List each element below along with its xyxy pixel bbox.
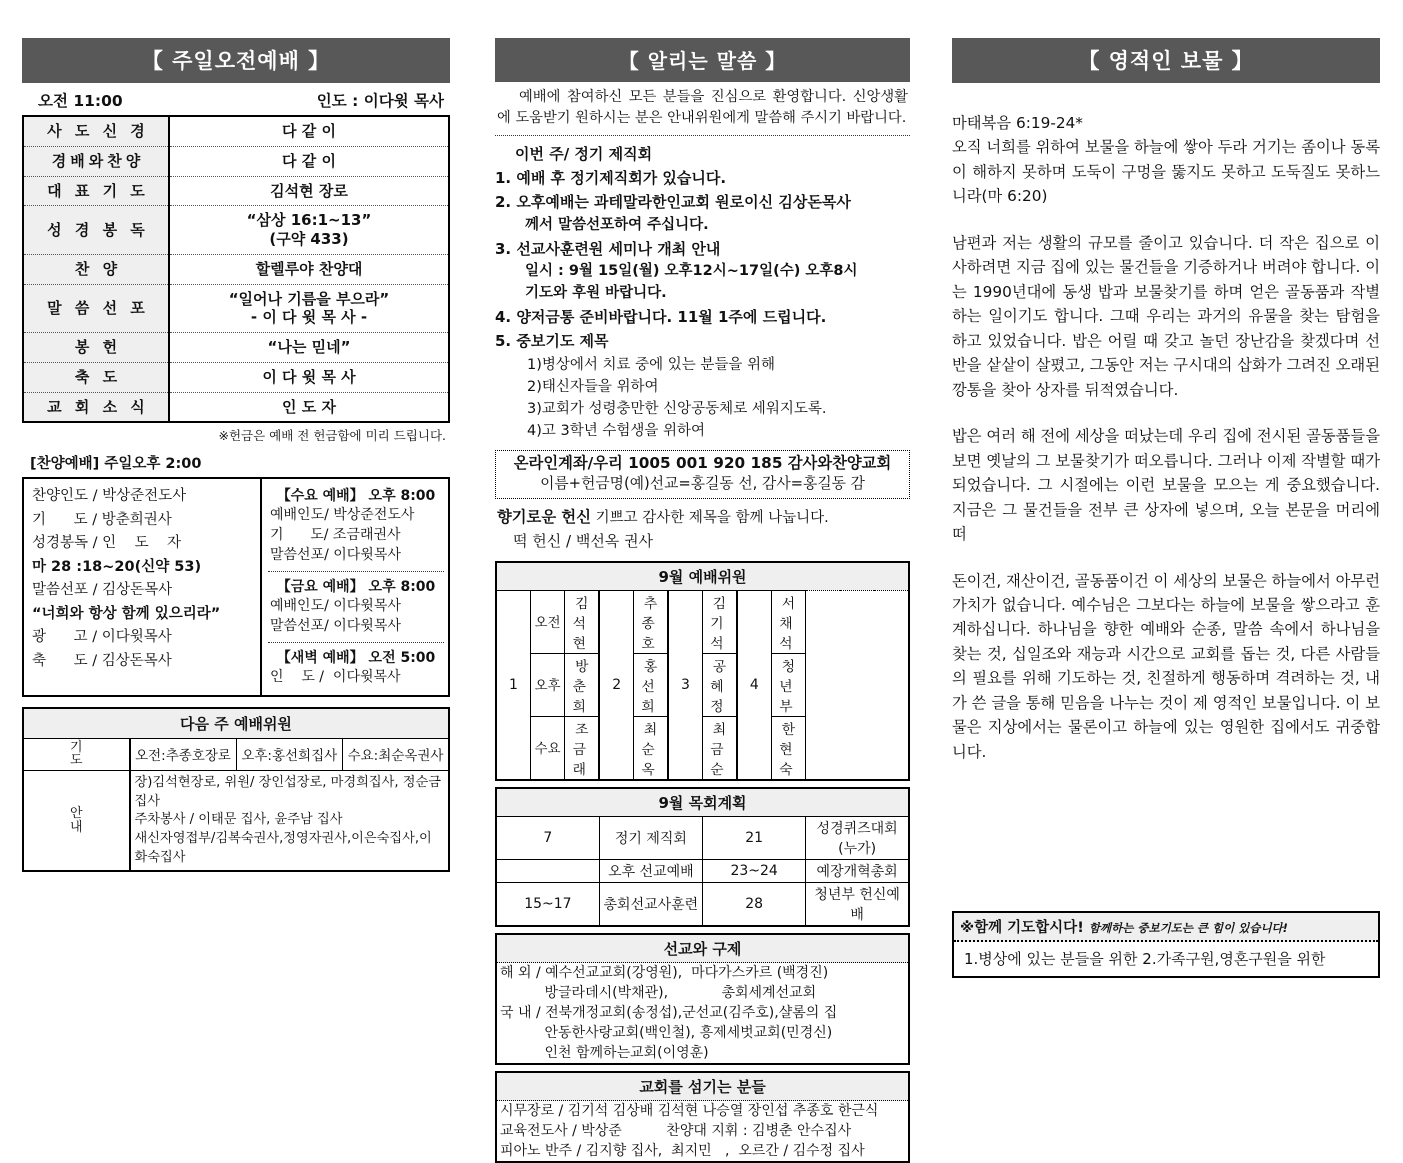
guide-row-content (130, 770, 450, 871)
pastoral-plan-row (496, 859, 909, 882)
mission-line: 해 외 / 예수선교교회(강영원), 마다가스카르 (백경진) (500, 964, 829, 981)
pastoral-plan-cell: 28 (703, 882, 806, 926)
mission-line: 국 내 / 전북개정교회(송정섭),군선교(김주호),샬롬의 집 (500, 1004, 838, 1021)
prayer-assignment-cell: 오전:추종호장로 (130, 738, 237, 770)
worship-order-row (23, 206, 449, 255)
service-time: 오전 11:00 (38, 92, 123, 110)
online-account-box (495, 450, 910, 499)
fragrant-offering-item: 떡 헌신 / 백선옥 권사 (513, 531, 654, 550)
worship-committee-title: 9월 예배위원 (496, 562, 909, 591)
guide-assignment-line: 주차봉사 / 이태문 집사, 윤주남 집사 (134, 812, 343, 828)
worship-order-row (23, 333, 449, 363)
committee-slot-label: 오전 (530, 590, 564, 653)
worship-order-value: 다 같 이 (169, 146, 449, 176)
prayer-assignment-cell: 오후:홍선희집사 (236, 738, 343, 770)
worship-order-label: 경배와찬양 (23, 146, 169, 176)
pastoral-plan-cell: 15~17 (496, 882, 599, 926)
praise-service-line: 찬양인도 / 박상준전도사 (32, 488, 187, 505)
pastoral-plan-cell (496, 859, 599, 882)
worship-order-label: 성 경 봉 독 (23, 206, 169, 255)
account-number-line: 온라인계좌/우리 1005 001 920 185 감사와찬양교회 (513, 453, 892, 472)
weekly-service-block (268, 481, 444, 572)
intercession-topic: 4)고 3학년 수험생을 위하여 (527, 422, 706, 439)
announcement-item: 3. 선교사훈련원 세미나 개최 안내 (495, 239, 721, 258)
column-worship-order (22, 0, 450, 872)
missions-title: 선교와 구제 (497, 935, 908, 963)
committee-slot-label: 오후 (530, 653, 564, 716)
committee-slot-label: 수요 (530, 716, 564, 780)
worship-order-label: 사 도 신 경 (23, 116, 169, 146)
committee-member-name: 서 채 석 (771, 590, 805, 653)
pastoral-plan-row (496, 816, 909, 859)
praise-service-line: 마 28 :18~20(신약 53) (32, 558, 202, 575)
mission-line: 인천 함께하는교회(이영훈) (500, 1044, 709, 1061)
committee-group-number: 1 (496, 590, 530, 780)
committee-member-name: 최 순 옥 (634, 716, 668, 780)
weekly-service-block (268, 572, 444, 643)
scripture-text: 오직 너희를 위하여 보물을 하늘에 쌓아 두라 거기는 좀이나 동록이 해하지 못하며 도둑이 구멍을 뚫지도 못하고 도둑질도 못하느니라(마 6:20) (952, 138, 1380, 206)
committee-group-number: 2 (599, 590, 633, 780)
committee-member-name: 방 춘 희 (565, 653, 599, 716)
section-header-spiritual-treasure: 【 영적인 보물 】 (952, 38, 1380, 83)
announcement-item: 1. 예배 후 정기제직회가 있습니다. (495, 168, 727, 187)
servants-box (495, 1071, 910, 1163)
worship-order-label: 교 회 소 식 (23, 392, 169, 422)
welcome-paragraph (495, 82, 910, 136)
praise-service-line: 성경봉독 / 인 도 자 (32, 535, 182, 552)
scripture-block (952, 83, 1380, 209)
committee-member-name: 김 기 석 (702, 590, 736, 653)
next-week-title: 다음 주 예배위원 (23, 708, 449, 739)
committee-member-name: 홍 선 희 (634, 653, 668, 716)
praise-service-line: 광 고 / 이다윗목사 (32, 629, 172, 646)
worship-order-value: 할렐루야 찬양대 (169, 254, 449, 284)
weekly-service-line: 말씀선포/ 이다윗목사 (270, 547, 401, 563)
worship-order-table (22, 115, 450, 423)
announcement-subline: 일시 : 9월 15일(월) 오후12시~17일(수) 오후8시 (525, 263, 858, 280)
welcome-text: 예배에 참여하신 모든 분들을 진심으로 환영합니다. 신앙생활에 도움받기 원하시는 분은 안내위원에게 말씀해 주시기 바랍니다. (497, 89, 908, 127)
worship-order-label: 축 도 (23, 362, 169, 392)
announcement-item: 4. 양저금통 준비바랍니다. 11월 1주에 드립니다. (495, 307, 827, 326)
worship-order-row (23, 254, 449, 284)
committee-member-name: 최 금 순 (702, 716, 736, 780)
servant-line: 교육전도사 / 박상준 찬양대 지휘 : 김병춘 안수집사 (500, 1122, 852, 1139)
worship-committee-table (495, 561, 910, 781)
worship-order-value: 김석현 장로 (169, 176, 449, 206)
scripture-reference: 마태복음 6:19-24* (952, 114, 1083, 132)
pastoral-plan-cell: 총회선교사훈련 (599, 882, 702, 926)
prayer-together-box (952, 911, 1380, 978)
servant-line: 피아노 반주 / 김지향 집사, 최지민 , 오르간 / 김수정 집사 (500, 1142, 865, 1159)
service-time-row (22, 83, 450, 115)
worship-order-row (23, 116, 449, 146)
servants-title: 교회를 섬기는 분들 (497, 1073, 908, 1101)
devotional-paragraph: 남편과 저는 생활의 규모를 줄이고 있습니다. 더 작은 집으로 이사하려면 지금 집에 있는 물건들을 기증하거나 버려야 합니다. 이는 1990년대에 동생 밥과 보물찾기를 하며 얻은 골동품과 작별하는 일이기도 합니다. 그때 우리는 과거의 유물을 찾는 탐험을 하고 있었습니다. 밥은 어릴 때 갖고 놀던 장난감을 찾겠다며 선반을 샅샅이 살폈고, 그동안 저는 구시대의 삽화가 그려진 오래된 깡통을 찾아 상자를 뒤적였습니다. (952, 233, 1380, 399)
weekly-service-line: 말씀선포/ 이다윗목사 (270, 617, 401, 634)
prayer-row-label: 기 도 (23, 738, 130, 770)
worship-order-value: 이 다 윗 목 사 (169, 362, 449, 392)
worship-order-value: “삼상 16:1~13” (구약 433) (169, 206, 449, 255)
praise-service-lines (24, 479, 262, 694)
worship-order-label: 말 씀 선 포 (23, 284, 169, 333)
worship-order-row (23, 362, 449, 392)
praise-service-line: “너희와 항상 함께 있으리라” (32, 605, 221, 622)
worship-order-value: “나는 믿네” (169, 333, 449, 363)
guide-assignment-line: 새신자영접부/김복숙권사,정영자권사,이은숙집사,이화숙집사 (134, 830, 432, 865)
pastoral-plan-table (495, 787, 910, 927)
prayer-box-header (954, 913, 1378, 942)
weekly-service-title: 【금요 예배】 오후 8:00 (276, 578, 436, 595)
praise-service-title: [찬양예배] 주일오후 2:00 (30, 456, 202, 473)
pastoral-plan-cell: 23~24 (703, 859, 806, 882)
announcement-item: 5. 중보기도 제목 (495, 332, 609, 351)
pastoral-plan-cell: 정기 제직회 (599, 816, 702, 859)
pastoral-plan-cell: 7 (496, 816, 599, 859)
pastoral-plan-cell: 예장개혁총회 (806, 859, 909, 882)
committee-member-name: 한 현 숙 (771, 716, 805, 780)
section-header-sunday-morning: 【 주일오전예배 】 (22, 38, 450, 83)
prayer-assignment-cell: 수요:최순옥권사 (343, 738, 450, 770)
fragrant-offering-desc: 기쁘고 감사한 제목을 함께 나눕니다. (595, 509, 829, 526)
this-week-heading: 이번 주/ 정기 제직회 (515, 144, 653, 163)
announcement-subline: 기도와 후원 바랍니다. (525, 284, 667, 301)
weekly-service-title: 【수요 예배】 오후 8:00 (276, 488, 436, 505)
column-devotional (952, 0, 1380, 992)
praise-service-line: 기 도 / 방춘희권사 (32, 511, 172, 528)
servant-line: 시무장로 / 김기석 김상배 김석현 나승열 장인섭 추종호 한근식 (500, 1102, 879, 1119)
missions-box (495, 933, 910, 1065)
worship-order-value: 다 같 이 (169, 116, 449, 146)
mission-line: 안동한사랑교회(백인철), 흥제세벗교회(민경신) (500, 1024, 833, 1041)
service-leader: 인도 : 이다윗 목사 (316, 92, 444, 110)
devotional-paragraphs (952, 231, 1380, 764)
worship-order-row (23, 392, 449, 422)
worship-order-row (23, 146, 449, 176)
committee-group-number: 3 (668, 590, 702, 780)
pastoral-plan-row (496, 882, 909, 926)
intercession-topic-list (495, 354, 910, 442)
account-naming-line: 이름+헌금명(예)선교=홍길동 선, 감사=홍길동 감 (540, 474, 865, 492)
worship-order-label: 봉 헌 (23, 333, 169, 363)
weekly-service-line: 기 도/ 조금래권사 (270, 527, 401, 544)
column-announcements (495, 0, 910, 1163)
intercession-topic: 1)병상에서 치료 중에 있는 분들을 위해 (527, 356, 776, 373)
fragrant-offering-row (495, 499, 910, 527)
weekly-service-block (268, 643, 444, 693)
intercession-topic: 3)교회가 성령충만한 신앙공동체로 세워지도록. (527, 400, 827, 417)
weekly-service-line: 인 도 / 이다윗목사 (270, 668, 401, 685)
praise-service-line: 축 도 / 김상돈목사 (32, 652, 172, 669)
announcement-list (495, 166, 910, 354)
guide-assignment-line: 장)김석현장로, 위원/ 장인섭장로, 마경희집사, 정순금집사 (134, 774, 441, 809)
committee-group-number: 4 (737, 590, 771, 780)
worship-order-value: 인 도 자 (282, 397, 336, 416)
pastoral-plan-cell: 21 (703, 816, 806, 859)
worship-order-row (23, 176, 449, 206)
offering-note: ※헌금은 예배 전 헌금함에 미리 드립니다. (218, 428, 446, 444)
praise-and-weekly-services (22, 477, 450, 696)
committee-member-name: 청 년 부 (771, 653, 805, 716)
worship-order-label: 찬 양 (23, 254, 169, 284)
devotional-paragraph: 밥은 여러 해 전에 세상을 떠났는데 우리 집에 전시된 골동품들을 보면 옛날의 그 보물찾기가 떠오릅니다. 그러나 이제 작별할 때가 되었습니다. 그 시절에는 이런 보물을 모으는 게 중요했습니다. 지금은 그 물건들을 전부 큰 상자에 넣으며, 오늘 본문을 머리에 떠 (952, 427, 1380, 544)
section-header-announcements: 【 알리는 말씀 】 (495, 38, 910, 82)
praise-service-line: 말씀선포 / 김상돈목사 (32, 582, 173, 599)
committee-member-name: 조 금 래 (565, 716, 599, 780)
worship-order-label: 대 표 기 도 (23, 176, 169, 206)
fragrant-offering-title: 향기로운 헌신 (497, 507, 591, 526)
intercession-topic: 2)태신자들을 위하여 (527, 378, 659, 395)
weekly-service-line: 예배인도/ 박상준전도사 (270, 507, 415, 524)
committee-member-name: 공 혜 정 (702, 653, 736, 716)
prayer-box-title: ※함께 기도합시다! (960, 920, 1084, 936)
pastoral-plan-title: 9월 목회계획 (496, 788, 909, 817)
devotional-paragraph: 돈이건, 재산이건, 골동품이건 이 세상의 보물은 하늘에서 아무런 가치가 없습니다. 예수님은 그보다는 하늘에 보물을 쌓으라고 훈계하십니다. 하나님을 향한 예배와 순종, 말씀 속에서 하나님을 찾는 것, 십일조와 재능과 시간으로 교회를 돕는 것, 다른 사람들의 필요를 위해 기도하는 것, 친절하게 행동하며 격려하는 것, 내가 쓴 글을 통해 믿음을 나누는 것이 제 영적인 보물입니다. 이 보물은 지상에서는 물론이고 하늘에 있는 영원한 집에서도 귀중합니다. (952, 571, 1380, 761)
committee-member-name: 추 종 호 (634, 590, 668, 653)
next-week-committee-table (22, 707, 450, 873)
missions-lines (497, 963, 908, 1063)
weekly-service-title: 【새벽 예배】 오전 5:00 (276, 649, 436, 666)
committee-member-name: 김 석 현 (565, 590, 599, 653)
servants-lines (497, 1101, 908, 1161)
worship-order-value: “일어나 기름을 부으라” - 이 다 윗 목 사 - (169, 284, 449, 333)
announcement-item: 2. 오후예배는 과테말라한인교회 원로이신 김상돈목사 (495, 193, 851, 212)
prayer-box-subtitle: 함께하는 중보기도는 큰 힘이 있습니다! (1088, 921, 1288, 935)
pastoral-plan-cell: 청년부 헌신예배 (806, 882, 909, 926)
guide-row-label: 안 내 (23, 770, 130, 871)
pastoral-plan-cell: 성경퀴즈대회(누가) (806, 816, 909, 859)
announcement-subline: 께서 말씀선포하여 주십니다. (525, 216, 709, 233)
prayer-box-items: 1.병상에 있는 분들을 위한 2.가족구원,영혼구원을 위한 (964, 950, 1326, 968)
weekly-service-line: 예배인도/ 이다윗목사 (270, 597, 401, 614)
worship-order-row (23, 284, 449, 333)
mission-line: 방글라데시(박채관), 총회세계선교회 (500, 984, 817, 1001)
pastoral-plan-cell: 오후 선교예배 (599, 859, 702, 882)
weekly-services-list (262, 479, 448, 694)
